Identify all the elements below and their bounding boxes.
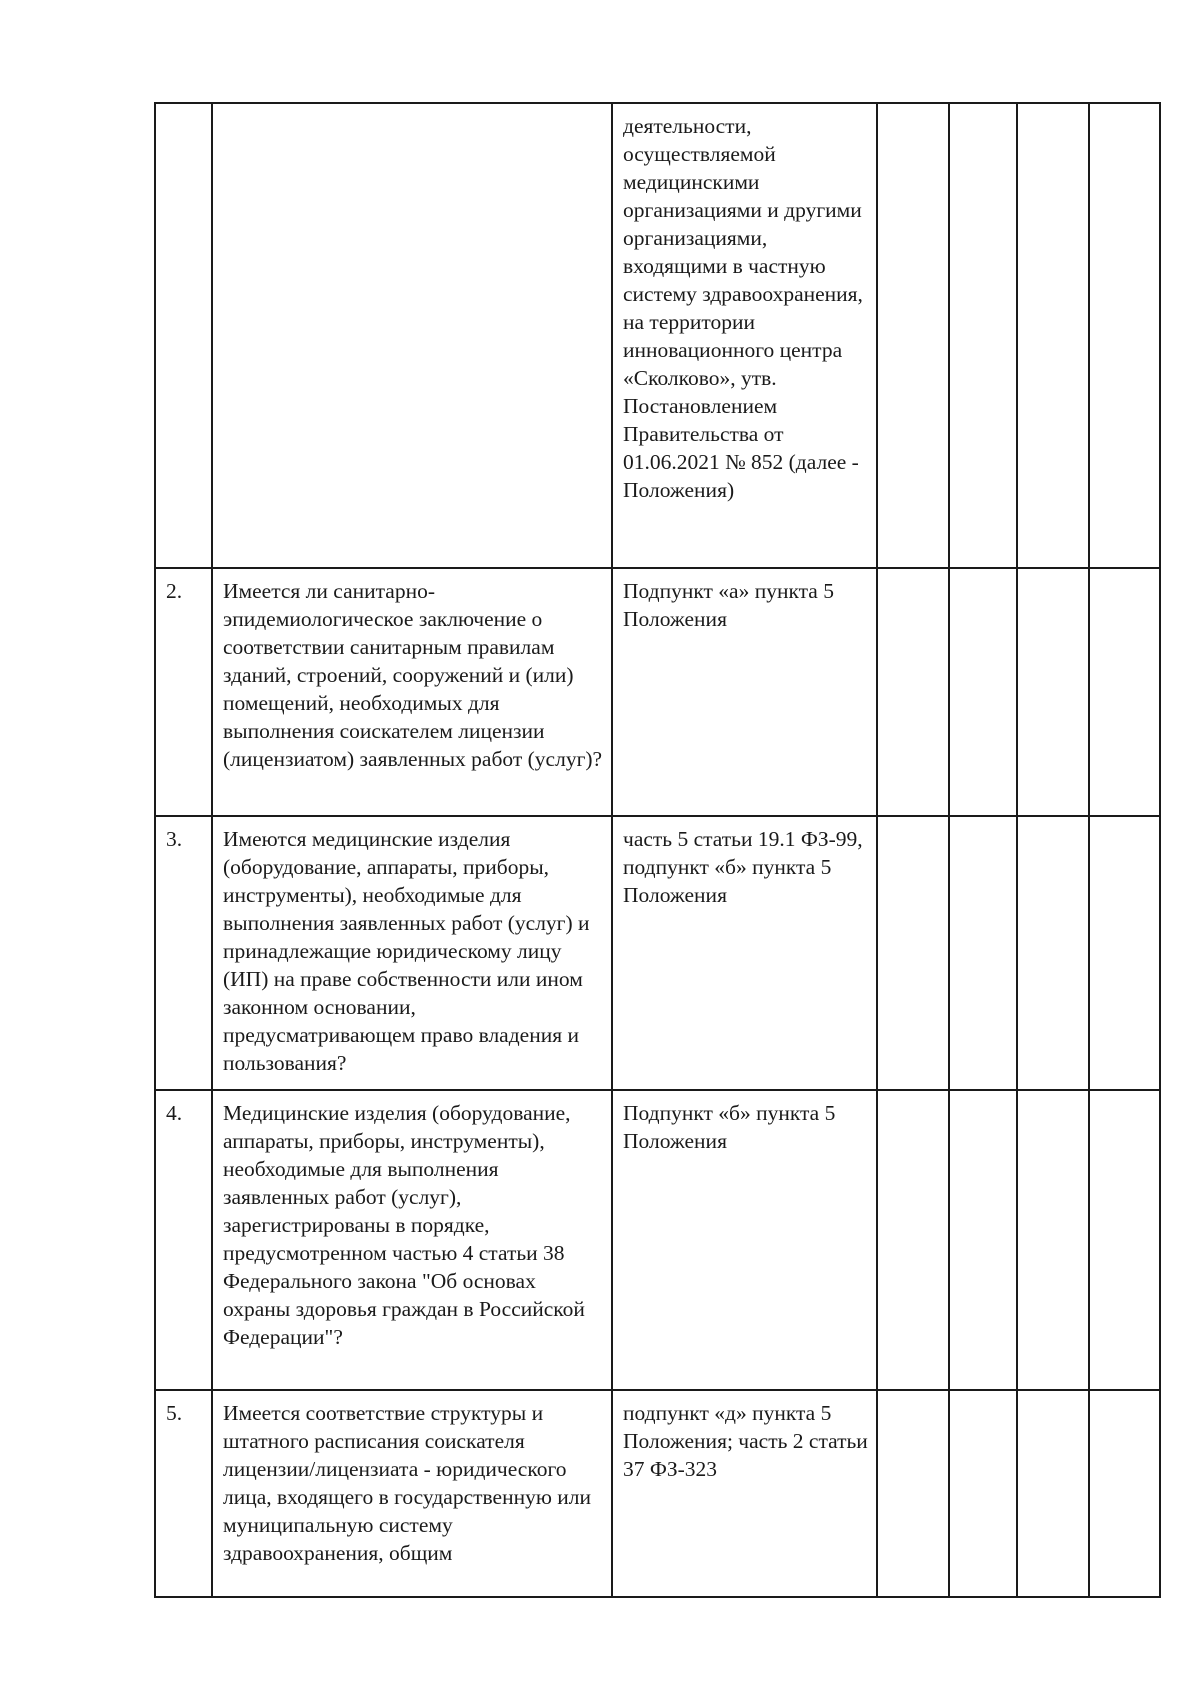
row-number: 3. [155, 816, 212, 1090]
answer-cell-yes [877, 816, 949, 1090]
answer-cell-note [1089, 816, 1160, 1090]
row-number: 4. [155, 1090, 212, 1390]
answer-cell-note [1089, 1390, 1160, 1597]
answer-cell-no [949, 1390, 1017, 1597]
table-row [155, 816, 1160, 1090]
answer-cell-not-applicable [1017, 568, 1089, 816]
answer-cell-no [949, 1090, 1017, 1390]
requirement-question: Имеется соответствие структуры и штатного расписания соискателя лицензии/лицензиата - юридического лица, входящего в государственную или муниципальную систему здравоохранения, общим [212, 1390, 612, 1597]
answer-cell-no [949, 568, 1017, 816]
legal-reference: часть 5 статьи 19.1 ФЗ-99, подпункт «б» пункта 5 Положения [612, 816, 877, 1090]
row-number: 5. [155, 1390, 212, 1597]
answer-cell-yes [877, 1090, 949, 1390]
requirement-question: Имеется ли санитарно-эпидемиологическое заключение о соответствии санитарным правилам зданий, строений, сооружений и (или) помещений, необходимых для выполнения соискателем лицензии (лицензиатом) заявленных работ (услуг)? [212, 568, 612, 816]
requirement-question: Имеются медицинские изделия (оборудование, аппараты, приборы, инструменты), необходимые для выполнения заявленных работ (услуг) и принадлежащие юридическому лицу (ИП) на праве собственности или ином законном основании, предусматривающем право владения и пользования? [212, 816, 612, 1090]
table-row [155, 1090, 1160, 1390]
answer-cell-note [1089, 103, 1160, 568]
answer-cell-not-applicable [1017, 103, 1089, 568]
answer-cell-note [1089, 568, 1160, 816]
legal-reference: Подпункт «б» пункта 5 Положения [612, 1090, 877, 1390]
table-row [155, 1390, 1160, 1597]
checklist-table [154, 102, 1161, 1598]
answer-cell-note [1089, 1090, 1160, 1390]
table-row [155, 568, 1160, 816]
row-number [155, 103, 212, 568]
legal-reference: Подпункт «а» пункта 5 Положения [612, 568, 877, 816]
table-row [155, 103, 1160, 568]
answer-cell-not-applicable [1017, 1390, 1089, 1597]
answer-cell-no [949, 103, 1017, 568]
answer-cell-not-applicable [1017, 816, 1089, 1090]
requirement-question: Медицинские изделия (оборудование, аппараты, приборы, инструменты), необходимые для выполнения заявленных работ (услуг), зарегистрированы в порядке, предусмотренном частью 4 статьи 38 Федерального закона "Об основах охраны здоровья граждан в Российской Федерации"? [212, 1090, 612, 1390]
row-number: 2. [155, 568, 212, 816]
answer-cell-yes [877, 103, 949, 568]
answer-cell-yes [877, 1390, 949, 1597]
answer-cell-not-applicable [1017, 1090, 1089, 1390]
legal-reference: подпункт «д» пункта 5 Положения; часть 2 статьи 37 ФЗ-323 [612, 1390, 877, 1597]
answer-cell-yes [877, 568, 949, 816]
legal-reference: деятельности, осуществляемой медицинскими организациями и другими организациями, входящими в частную систему здравоохранения, на территории инновационного центра «Сколково», утв. Постановлением Правительства от 01.06.2021 № 852 (далее - Положения) [612, 103, 877, 568]
answer-cell-no [949, 816, 1017, 1090]
requirement-question [212, 103, 612, 568]
